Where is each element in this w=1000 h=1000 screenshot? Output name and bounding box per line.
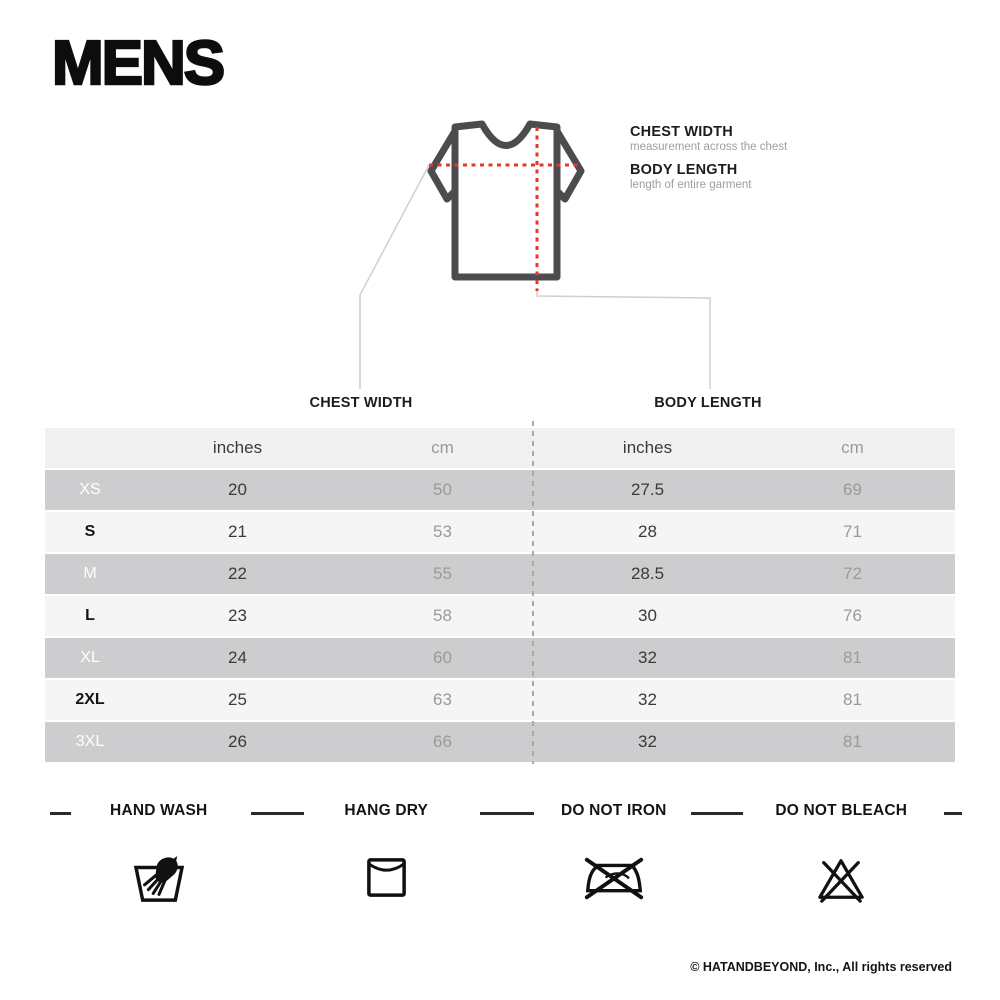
copyright: © HATANDBEYOND, Inc., All rights reserved	[690, 960, 952, 974]
body-cm-value: 71	[843, 522, 862, 541]
table-row	[45, 638, 955, 678]
unit-header: cm	[841, 438, 864, 457]
table-row	[45, 554, 955, 594]
chest-cm-value: 58	[433, 606, 452, 625]
care-label: DO NOT BLEACH	[775, 802, 908, 819]
size-table-body	[45, 470, 955, 762]
body-cm-value: 81	[843, 648, 862, 667]
table-row	[45, 596, 955, 636]
chest-inches-value: 22	[228, 564, 247, 583]
table-header-row	[45, 428, 955, 468]
care-label: DO NOT IRON	[560, 802, 667, 819]
care-item-do-not-bleach	[728, 803, 956, 905]
body-inches-value: 27.5	[630, 480, 665, 499]
chest-cm-value: 55	[433, 564, 452, 583]
size-label: M	[83, 565, 97, 582]
do-not-bleach-icon	[816, 855, 866, 903]
table-row	[45, 722, 955, 762]
table-row	[45, 680, 955, 720]
callout-label: CHEST WIDTH	[630, 124, 733, 140]
callout-description: length of entire garment	[630, 179, 752, 191]
size-table	[45, 428, 955, 764]
care-label: HAND WASH	[110, 802, 208, 819]
do-not-iron-icon	[584, 855, 644, 902]
size-label: S	[84, 523, 96, 540]
body-cm-value: 81	[843, 690, 862, 709]
body-cm-value: 76	[843, 606, 862, 625]
care-instructions	[45, 803, 955, 905]
body-inches-value: 28.5	[630, 564, 665, 583]
unit-header: inches	[622, 438, 673, 457]
chest-cm-value: 53	[433, 522, 452, 541]
size-label: L	[85, 607, 95, 624]
body-cm-value: 72	[843, 564, 862, 583]
chest-cm-value: 63	[433, 690, 452, 709]
body-inches-value: 30	[638, 606, 657, 625]
care-item-hang-dry	[273, 803, 501, 905]
measurement-callouts	[630, 124, 787, 200]
divider-dash	[691, 812, 743, 815]
hang-dry-icon	[364, 855, 409, 900]
care-item-do-not-iron	[500, 803, 728, 905]
unit-header: cm	[431, 438, 454, 457]
size-label: 3XL	[75, 733, 105, 750]
chest-cm-value: 66	[433, 732, 452, 751]
chest-width-callout	[630, 124, 787, 153]
body-length-callout	[630, 162, 787, 191]
page-title: MENS	[52, 29, 224, 98]
body-cm-value: 69	[843, 480, 862, 499]
size-label: 2XL	[75, 691, 105, 708]
body-inches-value: 32	[638, 690, 657, 709]
callout-description: measurement across the chest	[630, 141, 788, 153]
body-inches-value: 32	[638, 648, 657, 667]
size-label: XL	[80, 649, 100, 666]
chest-cm-value: 50	[433, 480, 452, 499]
chest-inches-value: 23	[228, 606, 247, 625]
chest-width-column-header: CHEST WIDTH	[309, 395, 413, 411]
chest-inches-value: 24	[228, 648, 247, 667]
chest-inches-value: 25	[228, 690, 247, 709]
size-label: XS	[79, 481, 101, 498]
chest-inches-value: 20	[228, 480, 247, 499]
callout-label: BODY LENGTH	[630, 162, 738, 178]
table-row	[45, 470, 955, 510]
body-inches-value: 28	[638, 522, 657, 541]
hand-wash-icon	[132, 855, 186, 903]
divider-dash	[50, 812, 71, 815]
divider-dash	[944, 812, 962, 815]
chest-cm-value: 60	[433, 648, 452, 667]
body-inches-value: 32	[638, 732, 657, 751]
divider-dash	[480, 812, 534, 815]
tshirt-icon	[431, 124, 581, 277]
body-length-column-header: BODY LENGTH	[654, 395, 762, 411]
table-divider-dashed-line	[532, 421, 534, 764]
chest-inches-value: 26	[228, 732, 247, 751]
care-item-hand-wash	[45, 803, 273, 905]
table-row	[45, 512, 955, 552]
chest-inches-value: 21	[228, 522, 247, 541]
divider-dash	[251, 812, 304, 815]
care-label: HANG DRY	[344, 802, 429, 819]
body-cm-value: 81	[843, 732, 862, 751]
unit-header: inches	[212, 438, 263, 457]
